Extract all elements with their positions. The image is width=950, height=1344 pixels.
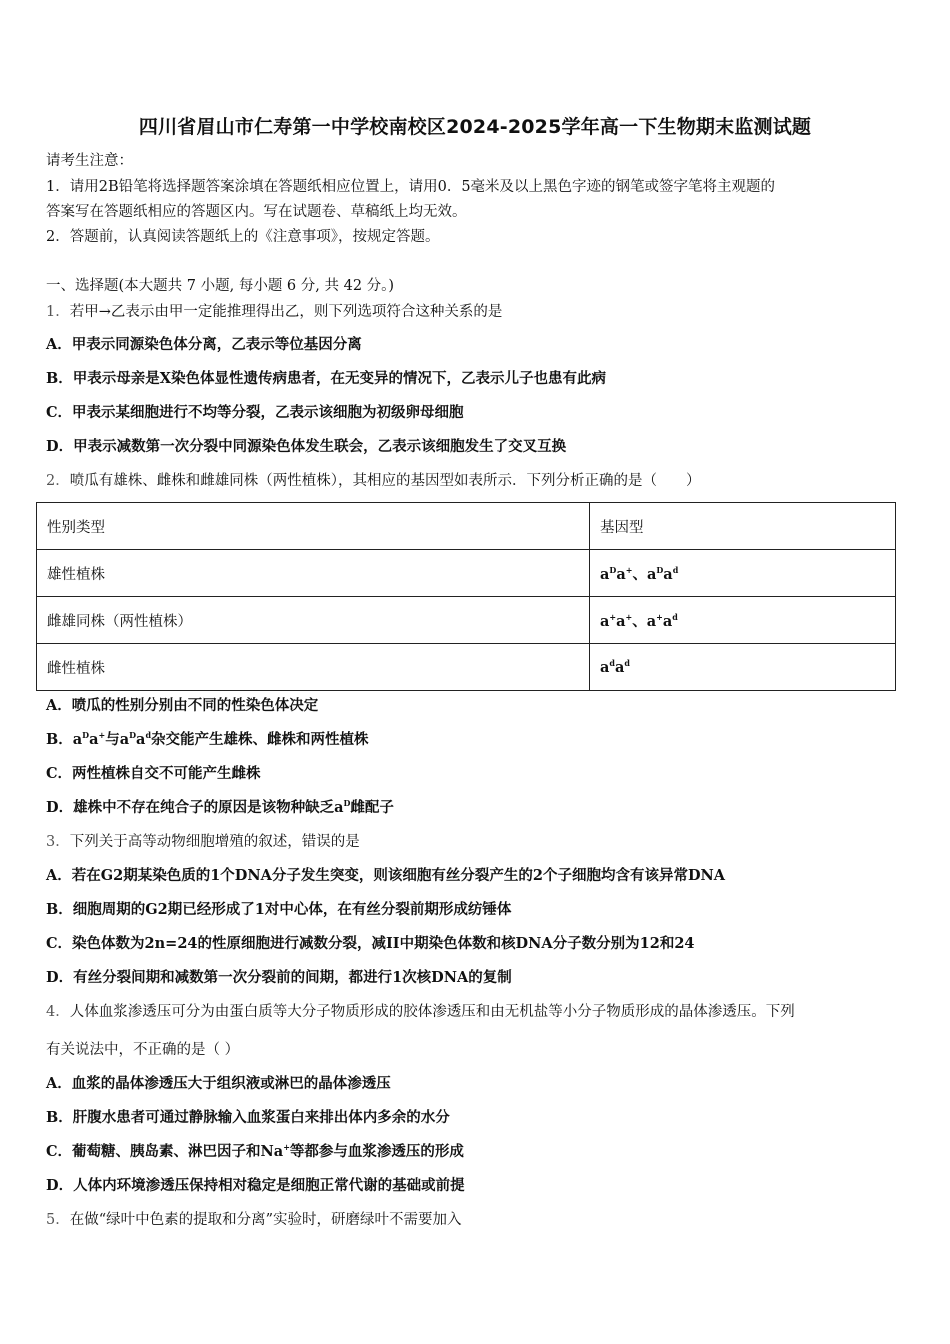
notice-item-1-cont: 答案写在答题纸相应的答题区内。写在试题卷、草稿纸上均无效。 (46, 204, 467, 220)
question-4 (46, 1002, 795, 1022)
question-2 (46, 471, 700, 491)
q2-option-b: B．$a^Da^+$与$a^Da^d$杂交能产生雄株、雌株和两性植株 (46, 730, 369, 748)
question-number: 2． (46, 473, 70, 489)
table-cell-genotype: a+a+、$a^+a^d$ (590, 597, 896, 644)
table-header-cell: 基因型 (590, 503, 896, 550)
table-cell-type: 雌雄同株（两性植株） (37, 597, 590, 644)
question-number: 3． (46, 834, 70, 850)
question-stem: 若甲→乙表示由甲一定能推理得出乙，则下列选项符合这种关系的是 (69, 304, 503, 320)
notice-heading: 请考生注意： (46, 153, 133, 169)
table-header-row (37, 503, 896, 550)
q4-option-a: A．血浆的晶体渗透压大于组织液或淋巴的晶体渗透压 (46, 1075, 391, 1092)
q1-option-c: C．甲表示某细胞进行不均等分裂，乙表示该细胞为初级卵母细胞 (46, 404, 464, 421)
q4-option-d: D．人体内环境渗透压保持相对稳定是细胞正常代谢的基础或前提 (46, 1177, 465, 1194)
table-cell-genotype: $a^da^d$ (590, 644, 896, 691)
question-stem: 人体血浆渗透压可分为由蛋白质等大分子物质形成的胶体渗透压和由无机盐等小分子物质形成的晶体渗透压。下列 (69, 1004, 795, 1020)
q2-option-c: C．两性植株自交不可能产生雌株 (46, 765, 261, 782)
q3-option-d: D．有丝分裂间期和减数第一次分裂前的间期，都进行1次核DNA的复制 (46, 969, 512, 986)
question-number: 5． (46, 1212, 70, 1228)
q4-option-c: C．葡萄糖、胰岛素、淋巴因子和Na+等都参与血浆渗透压的形成 (46, 1142, 464, 1160)
question-stem: 在做“绿叶中色素的提取和分离”实验时，研磨绿叶不需要加入 (69, 1212, 462, 1228)
table-header-cell: 性别类型 (37, 503, 590, 550)
notice-item-1: 1．请用2B铅笔将选择题答案涂填在答题纸相应位置上，请用0．5毫米及以上黑色字迹的钢笔或签字笔将主观题的 (46, 179, 776, 195)
q3-option-c: C．染色体数为2n=24的性原细胞进行减数分裂，减II中期染色体数和核DNA分子数分别为12和24 (46, 935, 695, 952)
question-stem: 下列关于高等动物细胞增殖的叙述，错误的是 (69, 834, 360, 850)
q1-option-d: D．甲表示减数第一次分裂中同源染色体发生联会，乙表示该细胞发生了交叉互换 (46, 438, 567, 455)
table-row (37, 550, 896, 597)
notice-item-2: 2．答题前，认真阅读答题纸上的《注意事项》，按规定答题。 (46, 229, 440, 245)
genotype-table (36, 502, 896, 691)
q1-option-b: B．甲表示母亲是X染色体显性遗传病患者，在无变异的情况下，乙表示儿子也患有此病 (46, 370, 607, 387)
q1-option-a: A．甲表示同源染色体分离，乙表示等位基因分离 (46, 336, 362, 353)
table-cell-type: 雄性植株 (37, 550, 590, 597)
q2-option-a: A．喷瓜的性别分别由不同的性染色体决定 (46, 697, 319, 714)
page-title: 四川省眉山市仁寿第一中学校南校区2024-2025学年高一下生物期末监测试题 (138, 116, 812, 138)
question-stem: 喷瓜有雄株、雌株和雌雄同株（两性植株），其相应的基因型如表所示．下列分析正确的是（ ） (69, 473, 701, 489)
section-heading: 一、选择题(本大题共 7 小题, 每小题 6 分, 共 42 分。) (46, 278, 395, 294)
question-3 (46, 832, 360, 852)
question-number: 4． (46, 1004, 70, 1020)
q2-option-d: D．雄株中不存在纯合子的原因是该物种缺乏$a^D$雌配子 (46, 798, 394, 816)
table-row (37, 597, 896, 644)
question-number: 1． (46, 304, 70, 320)
q3-option-a: A．若在G2期某染色质的1个DNA分子发生突变，则该细胞有丝分裂产生的2个子细胞均含有该异常DNA (46, 867, 726, 884)
table-row (37, 644, 896, 691)
q4-option-b: B．肝腹水患者可通过静脉输入血浆蛋白来排出体内多余的水分 (46, 1109, 450, 1126)
question-4-cont: 有关说法中，不正确的是（ ） (46, 1042, 240, 1058)
question-5 (46, 1210, 462, 1230)
table-cell-genotype: $a^Da^+$、$a^Da^d$ (590, 550, 896, 597)
question-1 (46, 302, 502, 322)
q3-option-b: B．细胞周期的G2期已经形成了1对中心体，在有丝分裂前期形成纺锤体 (46, 901, 512, 918)
table-cell-type: 雌性植株 (37, 644, 590, 691)
